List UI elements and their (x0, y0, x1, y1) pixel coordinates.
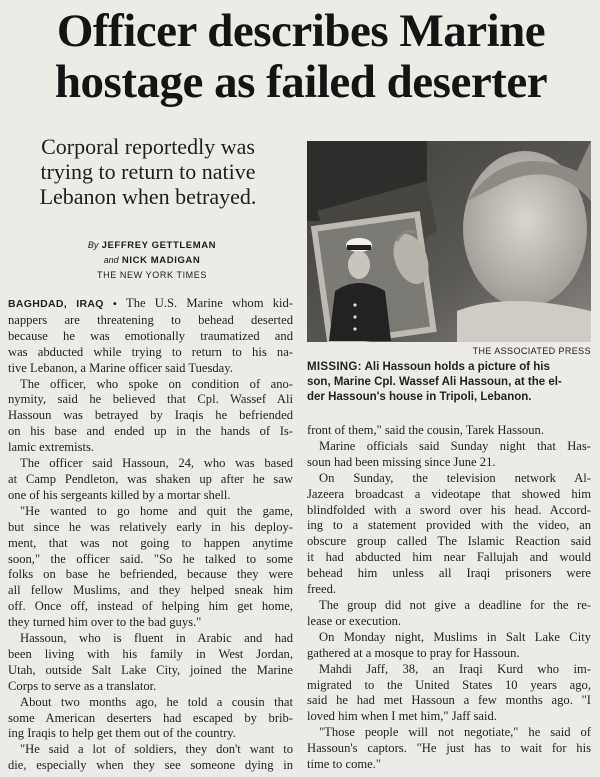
caption-lead: MISSING: (307, 361, 362, 373)
text-line: Hassoun, who is fluent in Arabic and had (20, 631, 293, 646)
text-line: was abducted while trying to return to his na- (8, 344, 293, 359)
text-line: lamic extremists. (8, 440, 95, 455)
article-column-1 (8, 296, 293, 774)
text-line: one of his sergeants killed by a mortar shell. (8, 487, 231, 502)
text-line: "He said a lot of soldiers, they don't want to (20, 742, 293, 757)
author-name: NICK MADIGAN (121, 255, 201, 266)
text-line: some American deserters had escaped by brib- (8, 710, 293, 725)
text-line: freed. (307, 582, 337, 597)
text-line: at Camp Pendleton, was shaken up after he saw (8, 471, 293, 486)
deck-line: Lebanon when betrayed. (39, 184, 257, 209)
text-line: "He wanted to go home and quit the game, (20, 503, 293, 518)
text-line: ment, that was not going to happen anytime (8, 535, 293, 550)
text-line: nappers are threatening to behead deserted (8, 312, 293, 327)
caption-text: Ali Hassoun holds a picture of his (364, 361, 550, 373)
dateline: BAGHDAD, IRAQ • (8, 298, 117, 310)
text-line: Hassoun was betrayed by Iraqis he befriended (8, 408, 293, 423)
byline-outlet: THE NEW YORK TIMES (97, 270, 207, 280)
caption-line (307, 360, 591, 375)
text-line: Utah, outside Salt Lake City, joined the Marine (8, 662, 293, 677)
text-line: they turned him over to the bad guys." (8, 615, 202, 630)
text-line: on his base and ended up in the hands of Is- (8, 424, 293, 439)
text-line: been living with his family in West Jordan, (8, 646, 293, 661)
text-line: front of them," said the cousin, Tarek Hassoun. (307, 423, 544, 437)
text-line: loved him when I met him," Jaff said. (307, 709, 497, 724)
subheadline (8, 134, 288, 209)
text-line: The officer said Hassoun, 24, who was based (20, 456, 293, 471)
photo-credit: THE ASSOCIATED PRESS (472, 346, 591, 356)
text-line: behead him unless all Iraqi prisoners were (307, 566, 591, 581)
text-line: Marine officials said Sunday night that Has- (319, 438, 591, 453)
text-line: all fellow Muslims, and they helped sneak him (8, 583, 293, 598)
text-line: The officer, who spoke on condition of ano- (20, 376, 293, 391)
text-line: off. Once off, instead of helping him get home, (8, 599, 293, 614)
deck-line: Corporal reportedly was (41, 134, 255, 159)
text-line: The group did not give a deadline for the re- (319, 597, 591, 612)
text-line: gathered at a mosque to pray for Hassoun. (307, 645, 520, 660)
text-line: time to come." (307, 757, 382, 772)
text-line: "Those people will not negotiate," he said of (319, 725, 591, 740)
text-line: Hassoun's captors. "He just has to wait for his (307, 741, 591, 756)
byline-author-1 (52, 238, 252, 253)
deck-line: trying to return to native (40, 159, 256, 184)
text-line: because he was emotionally traumatized and (8, 328, 293, 343)
text-fragment: The U.S. Marine whom kid- (126, 296, 294, 310)
caption-line: son, Marine Cpl. Wassef Ali Hassoun, at the el- (307, 376, 562, 388)
text-line: blindfolded with a sword over his head. Accord- (307, 502, 591, 517)
text-line: About two months ago, he told a cousin that (20, 694, 293, 709)
article-column-2 (307, 423, 591, 773)
byline-author-2 (52, 253, 252, 268)
headline (14, 6, 588, 108)
text-line: obscure group called The Islamic Reaction said (307, 534, 591, 549)
text-line: but since he was relatively early in his deploy- (8, 519, 293, 534)
text-line (8, 296, 293, 313)
text-line: soon," the officer said. "So he talked to some (8, 551, 293, 566)
text-line: On Monday night, Muslims in Salt Lake City (319, 629, 591, 644)
photo-caption (307, 360, 591, 405)
news-photo (307, 141, 591, 342)
byline-and: and (103, 255, 119, 265)
text-line: folks on base he befriended, because they were (8, 567, 293, 582)
text-line: On Sunday, the television network Al- (319, 470, 591, 485)
headline-line-1: Officer describes Marine (56, 5, 546, 57)
text-line: it had abducted him near Fallujah and would (307, 550, 591, 565)
text-line: soun had been missing since June 21. (307, 454, 496, 469)
caption-line: der Hassoun's house in Tripoli, Lebanon. (307, 391, 532, 403)
text-line: die, especially when they see someone dying in (8, 758, 293, 773)
text-line: Corps to serve as a translator. (8, 678, 157, 693)
text-line: lease or execution. (307, 613, 402, 628)
text-line: Mahdi Jaff, 38, an Iraqi Kurd who im- (319, 661, 591, 676)
photo-illustration (307, 141, 591, 342)
byline (52, 238, 252, 283)
text-line: Jazeera broadcast a videotape that showed him (307, 486, 591, 501)
author-name: JEFFREY GETTLEMAN (101, 240, 217, 251)
text-line: said he had met Hassoun a few months ago. "I (307, 693, 591, 708)
text-line: nymity, said he believed that Cpl. Wassef Ali (8, 392, 293, 407)
text-line: ing Iraqis to help get them out of the country. (8, 726, 236, 741)
text-line: migrated to the United States 10 years ago, (307, 677, 591, 692)
headline-line-2: hostage as failed deserter (54, 56, 548, 108)
text-line: tive Lebanon, a Marine officer said Tuesday. (8, 360, 233, 375)
byline-by: By (87, 240, 99, 250)
text-line: ing to a statement provided with the video, an (307, 518, 591, 533)
